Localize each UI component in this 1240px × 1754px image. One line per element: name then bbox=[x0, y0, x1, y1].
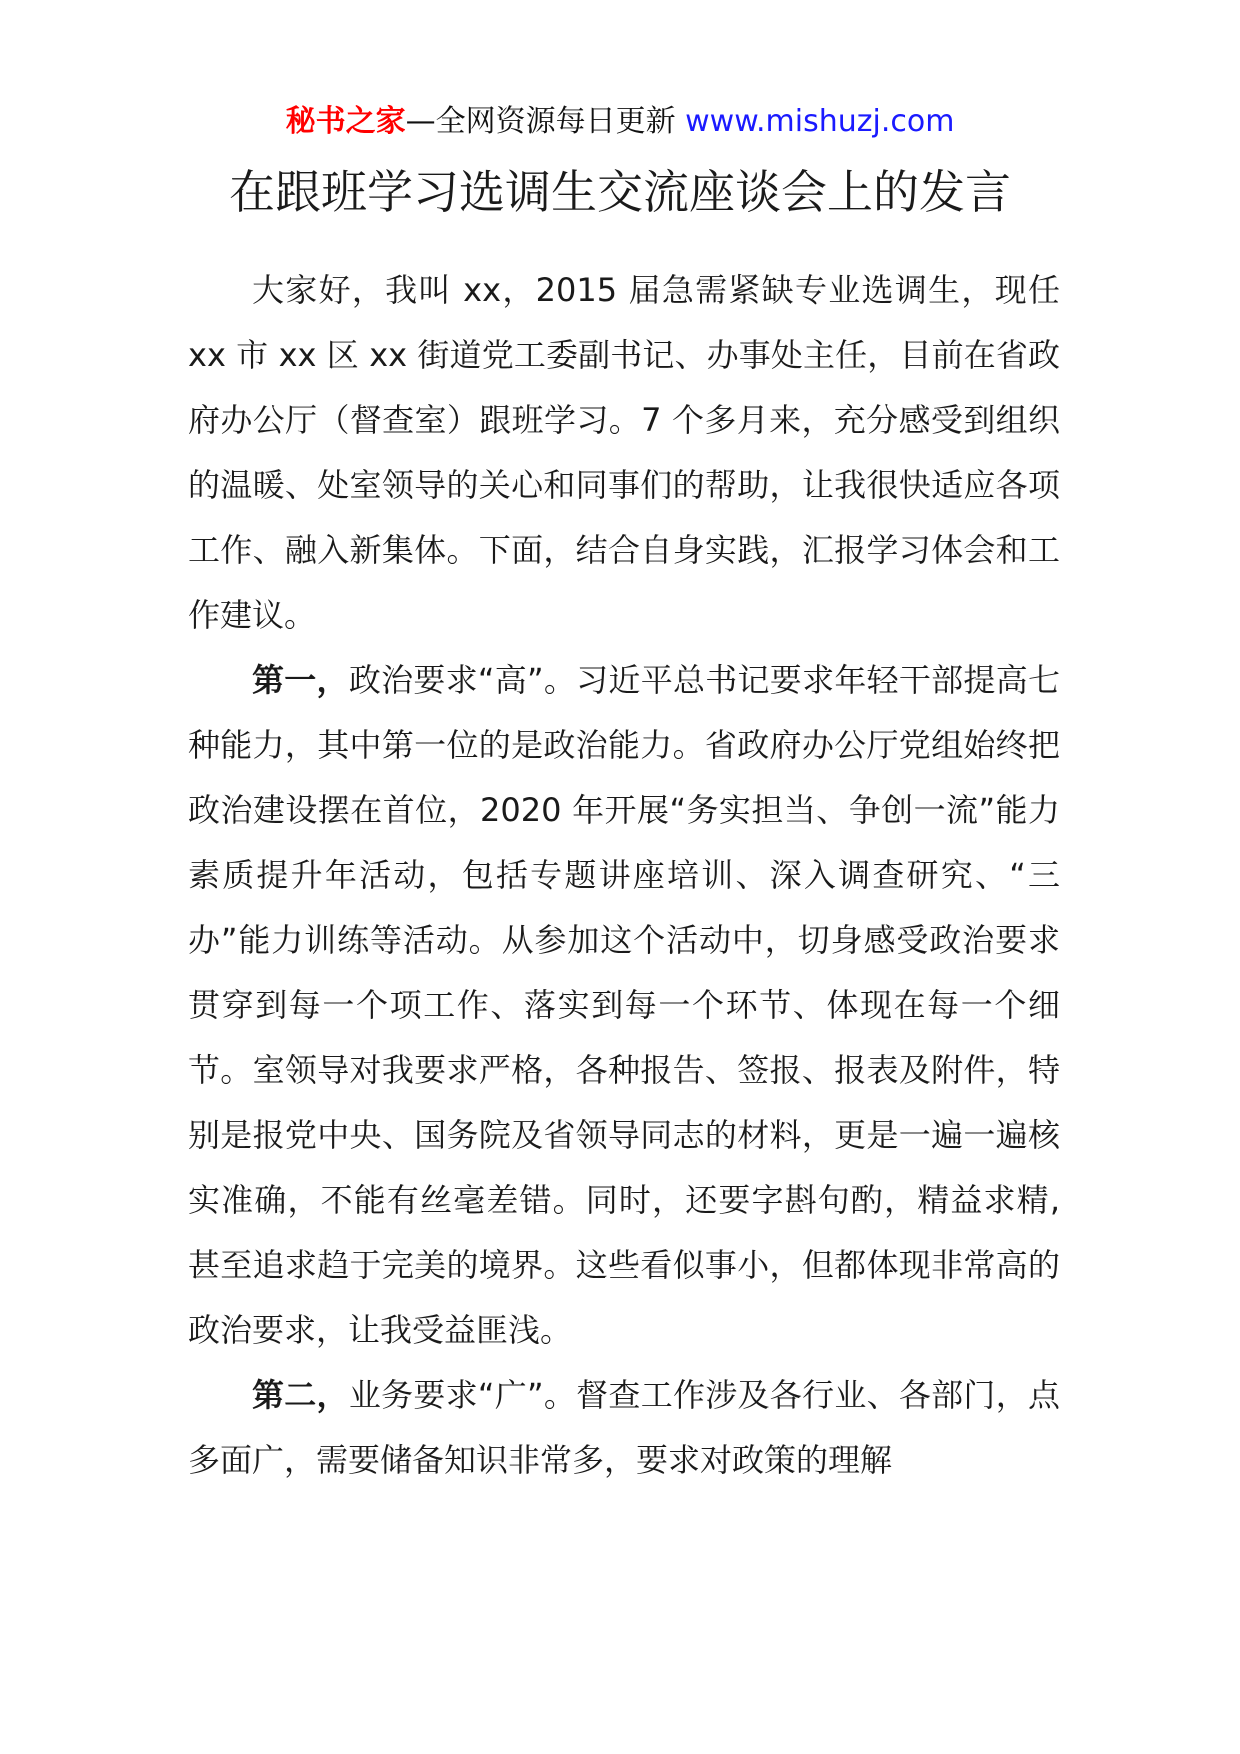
paragraph-first-point-lead: 第一， bbox=[252, 661, 349, 699]
paragraph-intro bbox=[188, 258, 1060, 648]
paragraph-second-point bbox=[188, 1363, 1060, 1493]
paragraph-intro-text: 大家好，我叫 xx，2015 届急需紧缺专业选调生，现任 xx 市 xx 区 xx 街道党工委副书记、办事处主任，目前在省政府办公厅（督查室）跟班学习。7 个多月来，充分感受到组织的温暖、处室领导的关心和同事们的帮助，让我很快适应各项工作、融入新集体。下面，结合自身实践，汇报学习体会和工作建议。 bbox=[188, 271, 1060, 634]
paragraph-second-point-text: 业务要求“广”。督查工作涉及各行业、各部门，点多面广，需要储备知识非常多，要求对政策的理解 bbox=[188, 1376, 1060, 1479]
site-url-link[interactable]: www.mishuzj.com bbox=[685, 104, 955, 139]
site-tagline: —全网资源每日更新 bbox=[405, 104, 686, 139]
paragraph-first-point bbox=[188, 648, 1060, 1363]
document-title: 在跟班学习选调生交流座谈会上的发言 bbox=[229, 165, 1011, 219]
document-body bbox=[188, 258, 1060, 1493]
paragraph-second-point-lead: 第二， bbox=[252, 1376, 349, 1414]
site-name: 秘书之家 bbox=[285, 104, 406, 139]
site-header bbox=[0, 102, 1240, 142]
paragraph-first-point-text: 政治要求“高”。习近平总书记要求年轻干部提高七种能力，其中第一位的是政治能力。省政府办公厅党组始终把政治建设摆在首位，2020 年开展“务实担当、争创一流”能力素质提升年活动，包括专题讲座培训、深入调查研究、“三办”能力训练等活动。从参加这个活动中，切身感受政治要求贯穿到每一个项工作、落实到每一个环节、体现在每一个细节。室领导对我要求严格，各种报告、签报、报表及附件，特别是报党中央、国务院及省领导同志的材料，更是一遍一遍核实准确，不能有丝毫差错。同时，还要字斟句酌，精益求精,甚至追求趋于完美的境界。这些看似事小，但都体现非常高的政治要求，让我受益匪浅。 bbox=[188, 661, 1060, 1349]
